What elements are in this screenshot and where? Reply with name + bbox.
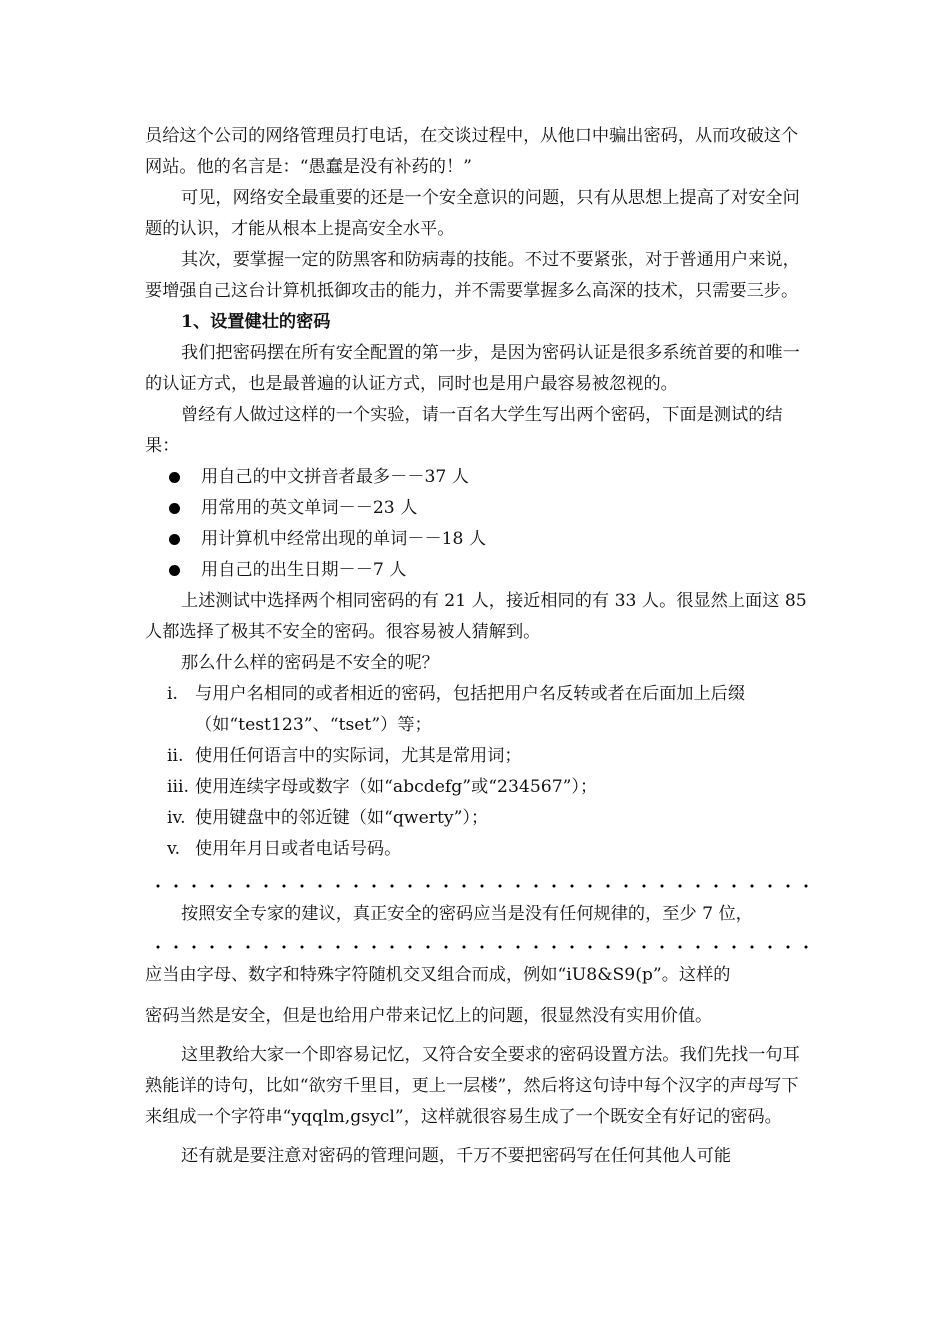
list-item-text: 与用户名相同的或者相近的密码，包括把用户名反转或者在后面加上后缀（如“test123”、“tset”）等；: [195, 684, 746, 735]
paragraph: 这里教给大家一个即容易记忆，又符合安全要求的密码设置方法。我们先找一句耳熟能详的诗句，比如“欲穷千里目，更上一层楼”，然后将这句诗中每个汉字的声母写下来组成一个字符串“yqqlm,gsycl”，这样就很容易生成了一个既安全有好记的密码。: [145, 1045, 800, 1127]
list-item-text: 用计算机中经常出现的单词－－18 人: [201, 529, 487, 549]
list-number: iv.: [167, 808, 186, 828]
paragraph-line: 密码当然是安全，但是也给用户带来记忆上的问题，很显然没有实用价值。: [145, 1006, 713, 1026]
document-body: [145, 121, 813, 1172]
bullet-icon: [169, 472, 180, 483]
paragraph: 曾经有人做过这样的一个实验，请一百名大学生写出两个密码，下面是测试的结果：: [145, 405, 783, 456]
list-item-text: 使用连续字母或数字（如“abcdefg”或“234567”）；: [195, 777, 598, 797]
paragraph: 那么什么样的密码是不安全的呢？: [181, 653, 439, 673]
list-number: iii.: [167, 777, 189, 797]
list-number: v.: [167, 839, 181, 859]
list-item-text: 使用年月日或者电话号码。: [195, 839, 402, 859]
bullet-icon: [169, 503, 180, 514]
list-item-text: 使用任何语言中的实际词，尤其是常用词；: [195, 746, 522, 766]
list-number: i.: [167, 684, 178, 704]
emphasized-line: 应当由字母、数字和特殊字符随机交叉组合而成，例如“iU8&S9(p”。这样的: [145, 944, 813, 991]
bullet-icon: [169, 565, 180, 576]
list-item: [145, 772, 813, 803]
list-item-text: 使用键盘中的邻近键（如“qwerty”）；: [195, 808, 489, 828]
list-item: [145, 803, 813, 834]
paragraph: 其次，要掌握一定的防黑客和防病毒的技能。不过不要紧张，对于普通用户来说，要增强自己这台计算机抵御攻击的能力，并不需要掌握多么高深的技术，只需要三步。: [145, 250, 800, 301]
list-item: [145, 493, 813, 524]
unsafe-password-list: [145, 679, 813, 865]
list-item-text: 用自己的中文拼音者最多－－37 人: [201, 467, 469, 487]
paragraph: 可见，网络安全最重要的还是一个安全意识的问题，只有从思想上提高了对安全问题的认识，才能从根本上提高安全水平。: [145, 188, 800, 239]
list-item: [145, 834, 813, 865]
list-number: ii.: [167, 746, 184, 766]
list-item: [145, 462, 813, 493]
emphasized-line: 按照安全专家的建议，真正安全的密码应当是没有任何规律的，至少 7 位，: [145, 883, 813, 930]
list-item: [145, 524, 813, 555]
paragraph: 上述测试中选择两个相同密码的有 21 人，接近相同的有 33 人。很显然上面这 85 人都选择了极其不安全的密码。很容易被人猜解到。: [145, 591, 807, 642]
list-item: [145, 741, 813, 772]
list-item: [145, 555, 813, 586]
emphasized-paragraph: [145, 883, 813, 1032]
section-heading: 1、设置健壮的密码: [181, 312, 331, 332]
paragraph: 员给这个公司的网络管理员打电话，在交谈过程中，从他口中骗出密码，从而攻破这个网站。他的名言是：“愚蠢是没有补药的！”: [145, 126, 799, 177]
survey-results-list: [145, 462, 813, 586]
paragraph: 还有就是要注意对密码的管理问题，千万不要把密码写在任何其他人可能: [181, 1146, 732, 1166]
list-item-text: 用自己的出生日期－－7 人: [201, 560, 407, 580]
bullet-icon: [169, 534, 180, 545]
paragraph: 我们把密码摆在所有安全配置的第一步，是因为密码认证是很多系统首要的和唯一的认证方式，也是最普遍的认证方式，同时也是用户最容易被忽视的。: [145, 343, 800, 394]
list-item: [145, 679, 813, 741]
list-item-text: 用常用的英文单词－－23 人: [201, 498, 418, 518]
